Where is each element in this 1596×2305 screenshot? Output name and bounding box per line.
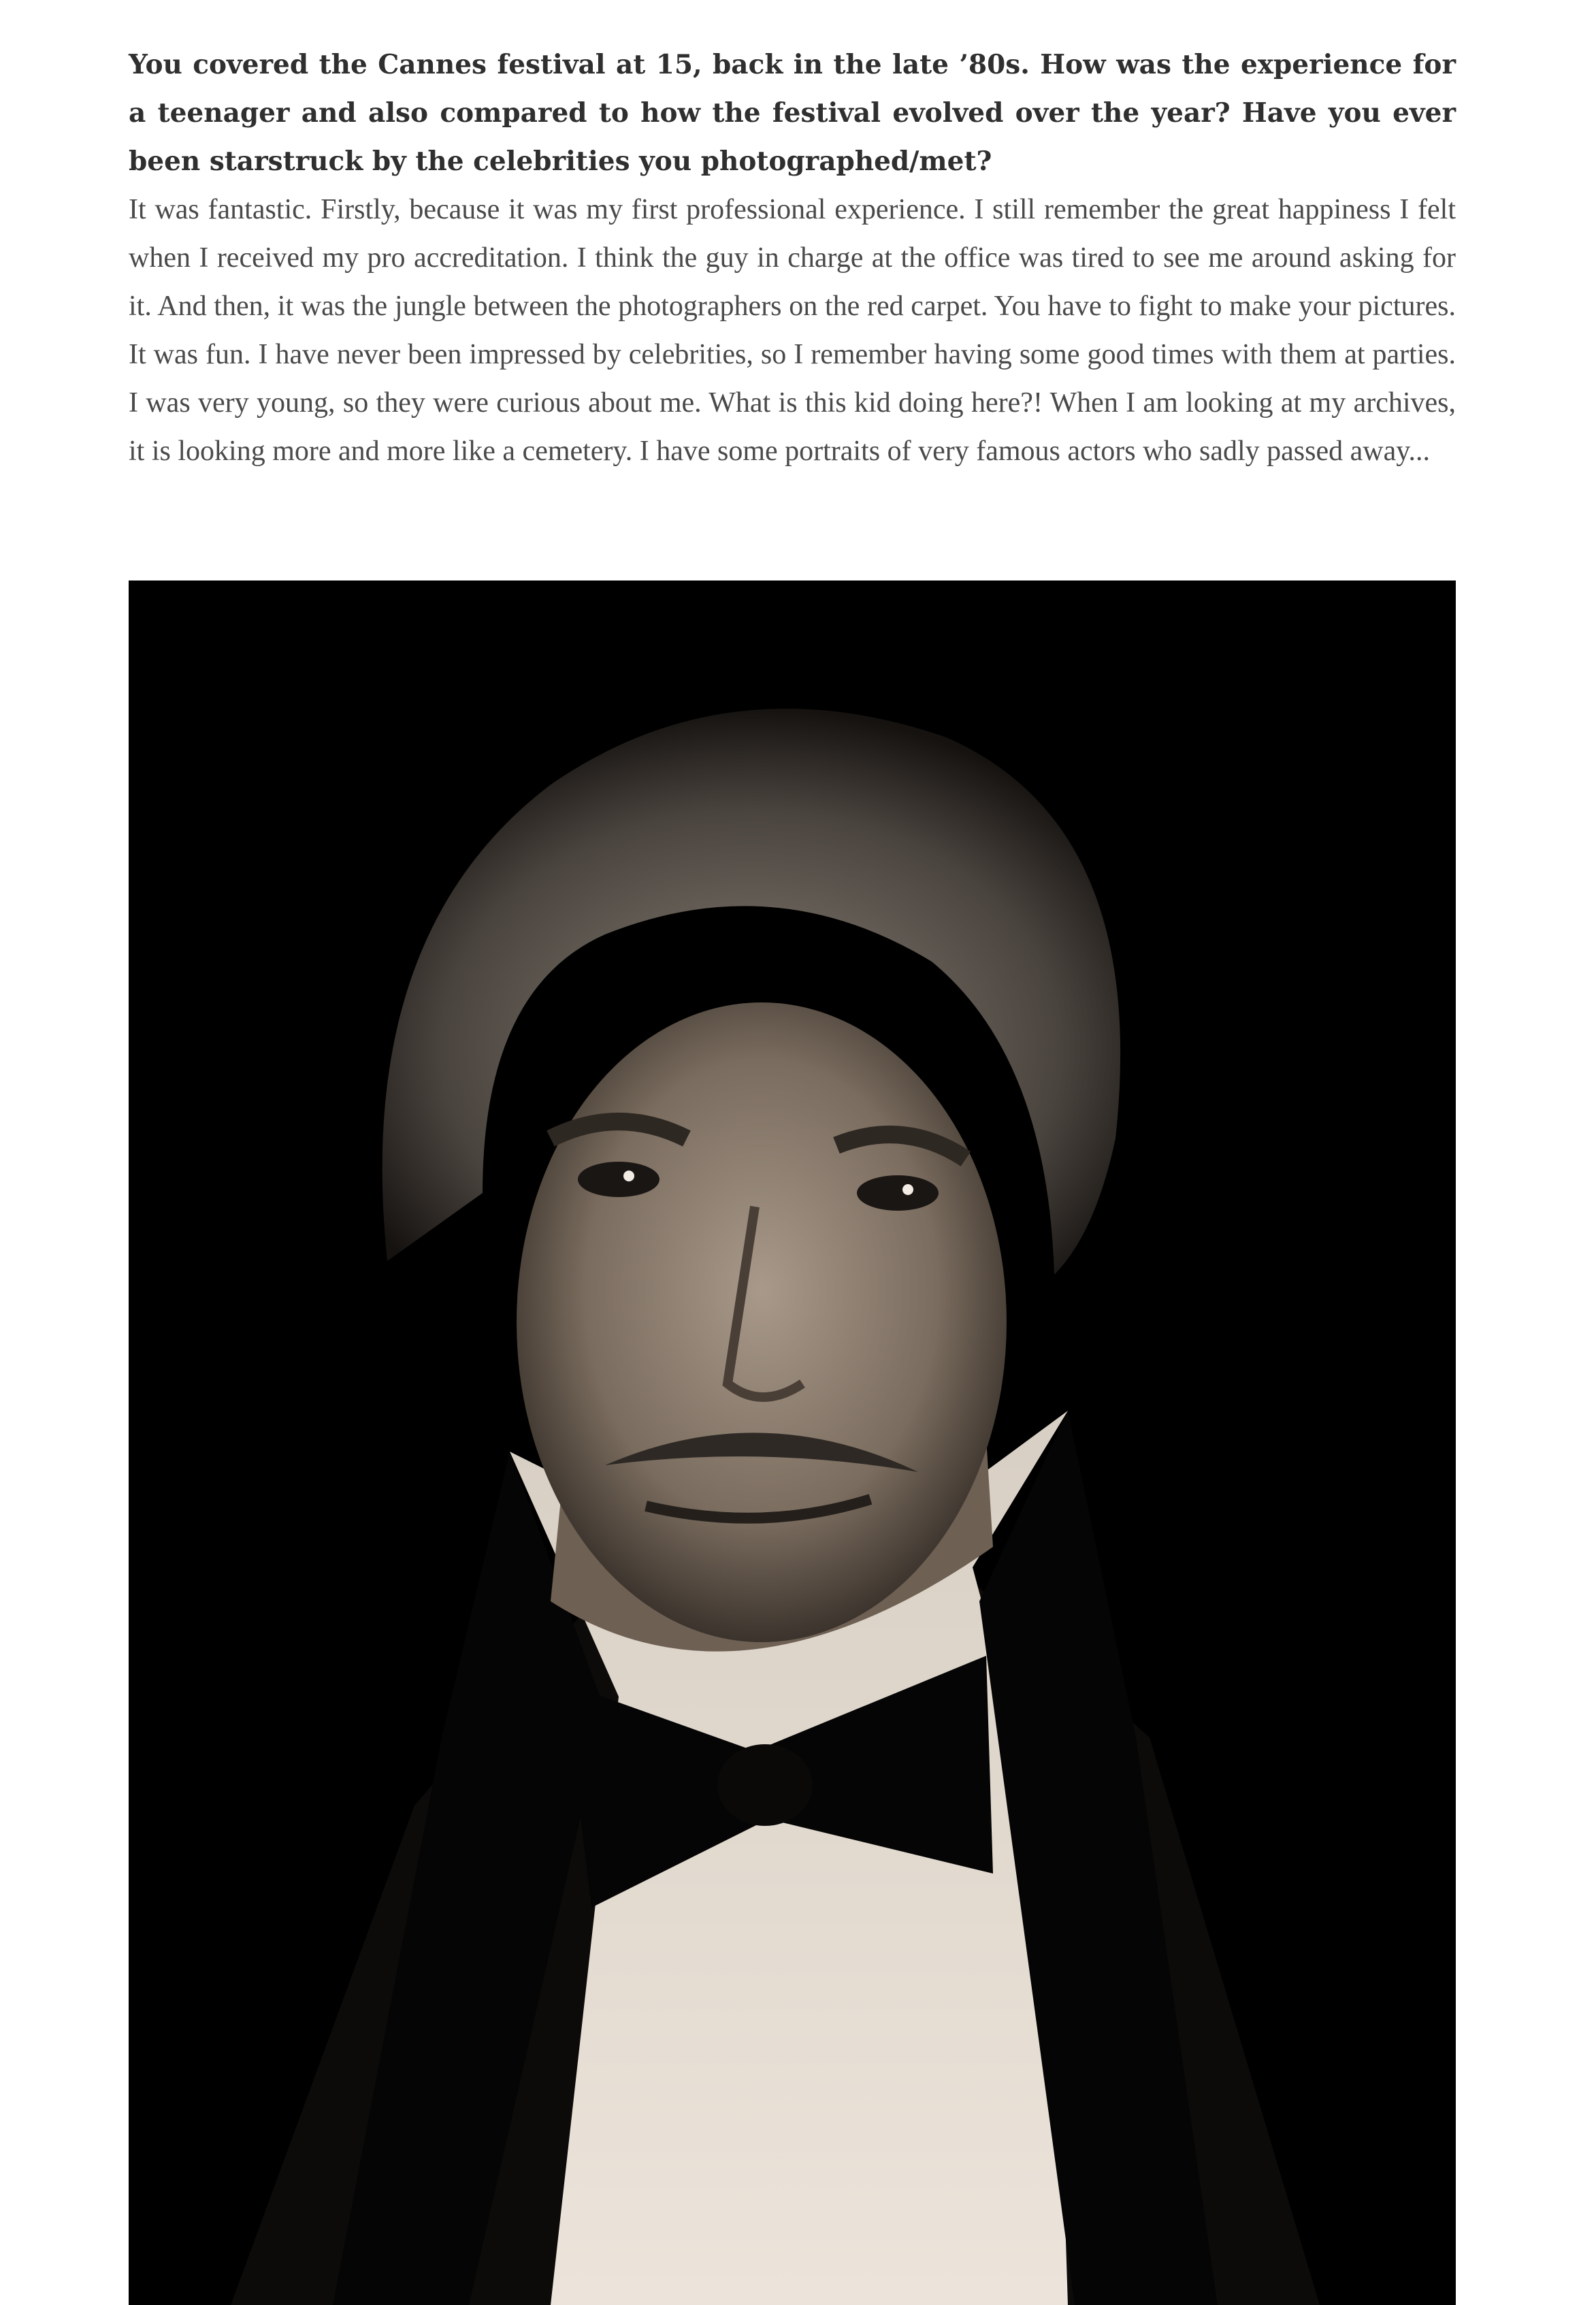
article-body bbox=[129, 41, 1456, 476]
interview-answer: It was fantastic. Firstly, because it was my first professional experience. I still remember the great happiness I felt when I received my pro accreditation. I think the guy in charge at the office was tired to see me around asking for it. And then, it was the jungle between the photographers on the red carpet. You have to fight to make your pictures. It was fun. I have never been impressed by celebrities, so I remember having some good times with them at parties. I was very young, so they were curious about me. What is this kid doing here?! When I am looking at my archives, it is looking more and more like a cemetery. I have some portraits of very famous actors who sadly passed away... bbox=[129, 194, 1456, 467]
interview-question: You covered the Cannes festival at 15, back in the late ’80s. How was the experience for a teenager and also compared to how the festival evolved over the year? Have you ever been starstruck by the celebrities you photographed/met? bbox=[129, 49, 1456, 177]
portrait-photo bbox=[129, 581, 1456, 2305]
face-shape bbox=[517, 1002, 1007, 1642]
portrait-illustration bbox=[129, 581, 1456, 2305]
